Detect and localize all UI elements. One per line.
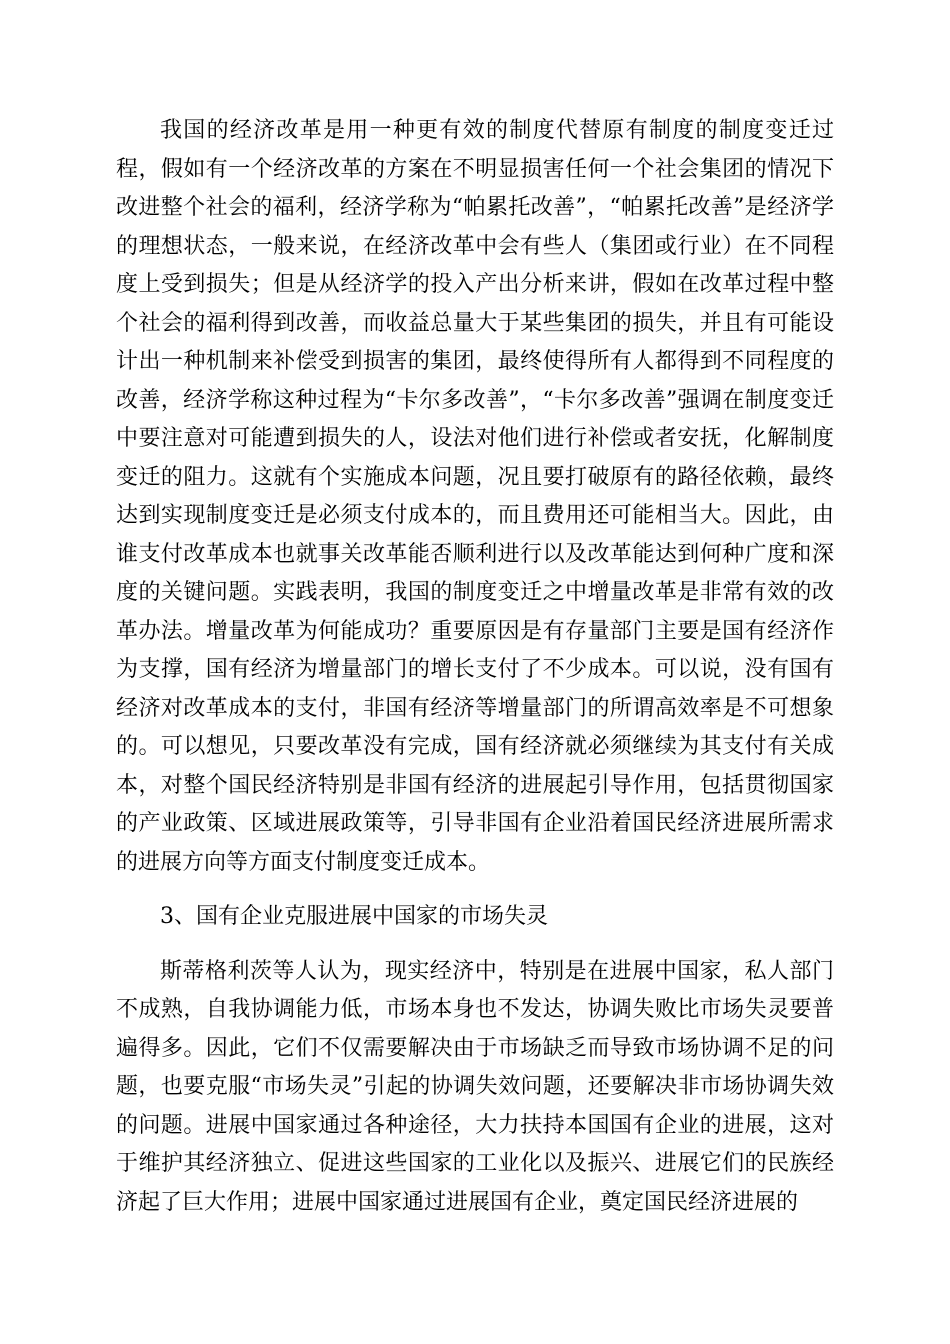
body-paragraph: 斯蒂格利茨等人认为，现实经济中，特别是在进展中国家，私人部门不成熟，自我协调能力低，市场本身也不发达，协调失败比市场失灵要普遍得多。因此，它们不仅需要解决由于市场缺乏而导致市场协调不足的问题，也要克服“市场失灵”引起的协调失效问题，还要解决非市场协调失效的问题。进展中国家通过各种途径，大力扶持本国国有企业的进展，这对于维护其经济独立、促进这些国家的工业化以及振兴、进展它们的民族经济起了巨大作用；进展中国家通过进展国有企业，奠定国民经济进展的 xyxy=(116,958,834,1215)
section-heading: 3、国有企业克服进展中国家的市场失灵 xyxy=(160,904,548,929)
body-paragraph: 我国的经济改革是用一种更有效的制度代替原有制度的制度变迁过程，假如有一个经济改革的方案在不明显损害任何一个社会集团的情况下改进整个社会的福利，经济学称为“帕累托改善”，“帕累托改善”是经济学的理想状态，一般来说，在经济改革中会有些人（集团或行业）在不同程度上受到损失；但是从经济学的投入产出分析来讲，假如在改革过程中整个社会的福利得到改善，而收益总量大于某些集团的损失，并且有可能设计出一种机制来补偿受到损害的集团，最终使得所有人都得到不同程度的改善，经济学称这种过程为“卡尔多改善”，“卡尔多改善”强调在制度变迁中要注意对可能遭到损失的人，设法对他们进行补偿或者安抚，化解制度变迁的阻力。这就有个实施成本问题，况且要打破原有的路径依赖，最终达到实现制度变迁是必须支付成本的，而且费用还可能相当大。因此，由谁支付改革成本也就事关改革能否顺利进行以及改革能达到何种广度和深度的关键问题。实践表明，我国的制度变迁之中增量改革是非常有效的改革办法。增量改革为何能成功？重要原因是有存量部门主要是国有经济作为支撑，国有经济为增量部门的增长支付了不少成本。可以说，没有国有经济对改革成本的支付，非国有经济等增量部门的所谓高效率是不可想象的。可以想见，只要改革没有完成，国有经济就必须继续为其支付有关成本，对整个国民经济特别是非国有经济的进展起引导作用，包括贯彻国家的产业政策、区域进展政策等，引导非国有企业沿着国民经济进展所需求的进展方向等方面支付制度变迁成本。 xyxy=(116,118,834,875)
document-body xyxy=(116,112,834,1222)
